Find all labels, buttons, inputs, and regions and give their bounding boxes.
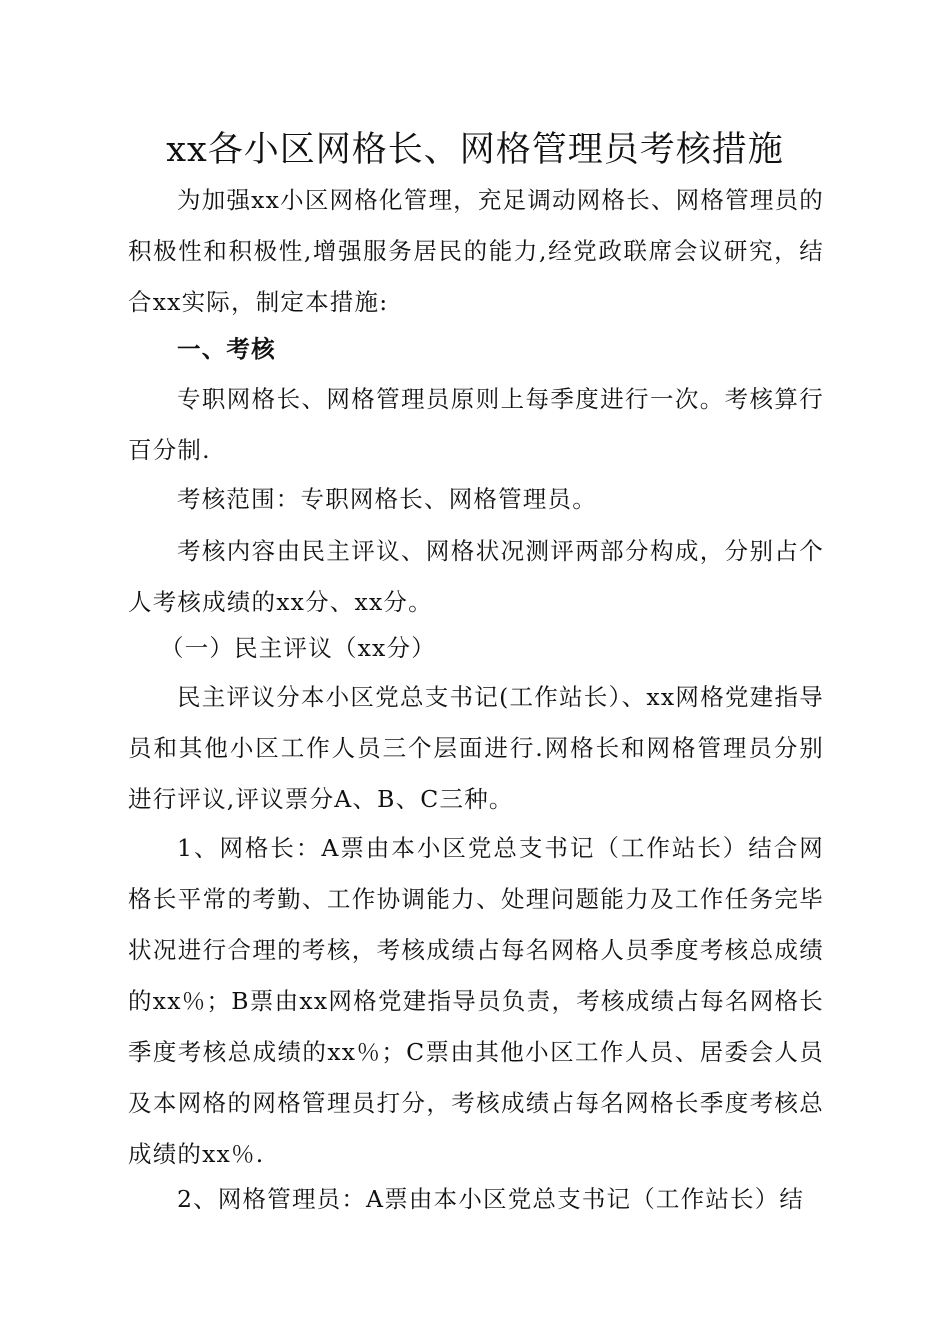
paragraph-scope: 考核范围：专职网格长、网格管理员。: [177, 485, 597, 513]
paragraph-frequency: 专职网格长、网格管理员原则上每季度进行一次。考核算行百分制.: [128, 385, 824, 464]
document-title: xx各小区网格长、网格管理员考核措施: [166, 130, 784, 170]
paragraph-content: 考核内容由民主评议、网格状况测评两部分构成，分别占个人考核成绩的xx分、xx分。: [128, 537, 824, 616]
paragraph-democratic-review: 民主评议分本小区党总支书记(工作站长）、xx网格党建指导员和其他小区工作人员三个层面进行.网格长和网格管理员分别进行评议,评议票分A、B、C三种。: [128, 683, 824, 813]
subsection-heading-democratic-review: （一）民主评议（xx分）: [160, 634, 436, 662]
paragraph-grid-manager: 2、网格管理员：A票由本小区党总支书记（工作站长）结: [177, 1185, 805, 1213]
intro-paragraph: 为加强xx小区网格化管理，充足调动网格长、网格管理员的积极性和积极性,增强服务居民的能力,经党政联席会议研究，结合xx实际，制定本措施:: [128, 186, 824, 316]
paragraph-grid-leader: 1、网格长：A票由本小区党总支书记（工作站长）结合网格长平常的考勤、工作协调能力、处理问题能力及工作任务完毕状况进行合理的考核，考核成绩占每名网格人员季度考核总成绩的xx％；B票由xx网格党建指导员负责，考核成绩占每名网格长季度考核总成绩的xx％；C票由其他小区工作人员、居委会人员及本网格的网格管理员打分，考核成绩占每名网格长季度考核总成绩的xx％.: [128, 834, 824, 1168]
section-heading-assessment: 一、考核: [177, 335, 276, 363]
